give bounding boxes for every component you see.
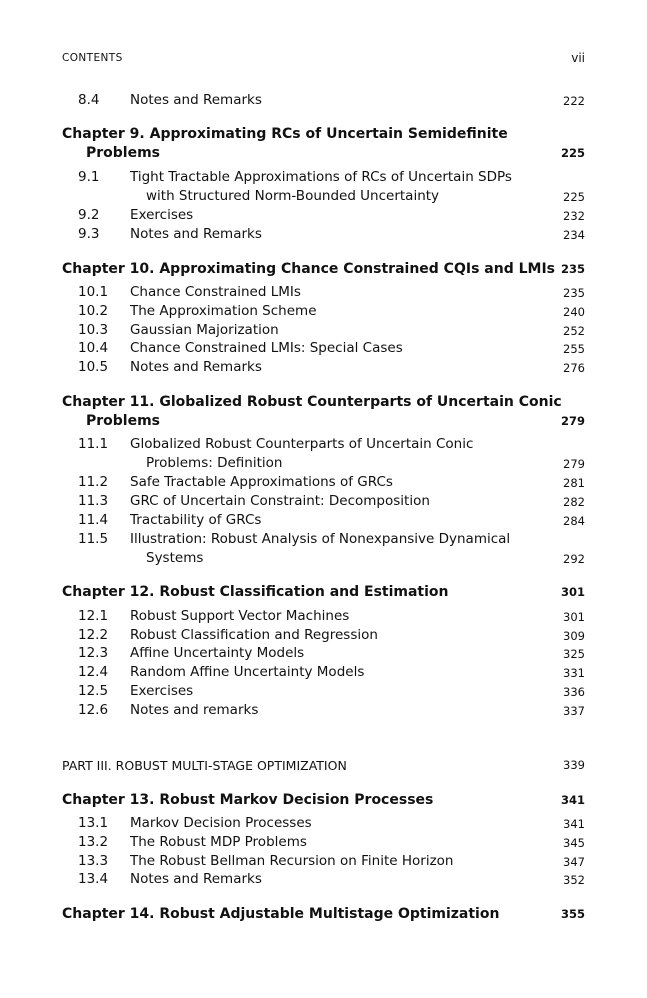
chapter-page: 355 xyxy=(560,907,585,921)
chapter-heading xyxy=(62,583,585,602)
section-number: 12.6 xyxy=(78,702,109,718)
section-page: 284 xyxy=(563,514,585,528)
section-title: Chance Constrained LMIs xyxy=(130,284,301,300)
section-title: Notes and Remarks xyxy=(130,226,262,242)
section-page: 240 xyxy=(563,305,585,319)
section-title: Tractability of GRCs xyxy=(130,512,262,528)
section-number: 12.3 xyxy=(78,645,109,661)
section-title: Tight Tractable Approximations of RCs of Uncertain SDPs xyxy=(130,169,512,185)
section-page: 279 xyxy=(563,457,585,471)
section-title-cont: Systems xyxy=(146,550,204,566)
section-title: Notes and Remarks xyxy=(130,871,262,887)
chapter-heading xyxy=(62,260,585,279)
section-page: 222 xyxy=(563,94,585,108)
section-page: 331 xyxy=(563,666,585,680)
toc-entry xyxy=(62,168,585,187)
chapter-title-line1: Chapter 10. Approximating Chance Constrained CQIs and LMIs xyxy=(62,261,555,277)
chapter-title-line1: Chapter 9. Approximating RCs of Uncertain Semidefinite xyxy=(62,126,508,142)
section-number: 9.3 xyxy=(78,226,100,242)
section-page: 232 xyxy=(563,209,585,223)
toc-entry xyxy=(62,852,585,871)
section-page: 292 xyxy=(563,552,585,566)
toc-entry xyxy=(62,358,585,377)
section-title: Robust Support Vector Machines xyxy=(130,608,350,624)
section-title: Affine Uncertainty Models xyxy=(130,645,305,661)
section-page: 337 xyxy=(563,704,585,718)
section-title-cont: Problems: Definition xyxy=(146,455,283,471)
toc-entry xyxy=(62,833,585,852)
toc-entry xyxy=(62,225,585,244)
toc-entry xyxy=(62,321,585,340)
section-number: 10.2 xyxy=(78,303,109,319)
toc-entry xyxy=(62,663,585,682)
section-page: 225 xyxy=(563,190,585,204)
section-number: 13.3 xyxy=(78,853,109,869)
section-number: 9.1 xyxy=(78,169,100,185)
section-number: 11.4 xyxy=(78,512,109,528)
chapter-title-line1: Chapter 12. Robust Classification and Estimation xyxy=(62,584,449,600)
section-page: 282 xyxy=(563,495,585,509)
toc-entry xyxy=(62,626,585,645)
section-number: 8.4 xyxy=(78,92,100,108)
section-page: 345 xyxy=(563,836,585,850)
chapter-heading xyxy=(62,125,585,163)
section-title: Notes and Remarks xyxy=(130,92,262,108)
toc-entry xyxy=(62,91,585,110)
section-page: 341 xyxy=(563,817,585,831)
section-number: 13.2 xyxy=(78,834,109,850)
toc-entry-continuation xyxy=(62,454,585,473)
chapter-page: 301 xyxy=(560,585,585,599)
toc-entry xyxy=(62,682,585,701)
toc-entry xyxy=(62,607,585,626)
chapter-page: 341 xyxy=(560,793,585,807)
section-number: 13.4 xyxy=(78,871,109,887)
section-number: 9.2 xyxy=(78,207,100,223)
toc-entry xyxy=(62,339,585,358)
section-page: 347 xyxy=(563,855,585,869)
section-title: Illustration: Robust Analysis of Nonexpansive Dynamical xyxy=(130,531,511,547)
toc-entry xyxy=(62,302,585,321)
chapter-title-line1: Chapter 13. Robust Markov Decision Processes xyxy=(62,792,434,808)
section-page: 234 xyxy=(563,228,585,242)
chapter-title-line2: Problems xyxy=(86,413,161,429)
section-number: 11.3 xyxy=(78,493,109,509)
part-page: 339 xyxy=(563,758,585,772)
part-title: PART III. ROBUST MULTI-STAGE OPTIMIZATION xyxy=(62,758,347,773)
toc-entry xyxy=(62,814,585,833)
section-number: 12.2 xyxy=(78,627,109,643)
section-title: Robust Classification and Regression xyxy=(130,627,378,643)
toc-entry xyxy=(62,492,585,511)
section-title: Chance Constrained LMIs: Special Cases xyxy=(130,340,403,356)
chapter-page: 279 xyxy=(560,414,585,428)
toc-entry xyxy=(62,870,585,889)
section-title: Markov Decision Processes xyxy=(130,815,312,831)
section-number: 12.4 xyxy=(78,664,109,680)
toc-entry xyxy=(62,511,585,530)
section-number: 10.4 xyxy=(78,340,109,356)
section-page: 336 xyxy=(563,685,585,699)
chapter-heading xyxy=(62,905,585,924)
part-heading xyxy=(62,756,585,775)
section-number: 11.5 xyxy=(78,531,109,547)
section-title: The Approximation Scheme xyxy=(130,303,317,319)
section-number: 10.3 xyxy=(78,322,109,338)
chapter-title-line1: Chapter 14. Robust Adjustable Multistage Optimization xyxy=(62,906,500,922)
toc-entry xyxy=(62,644,585,663)
section-page: 281 xyxy=(563,476,585,490)
section-page: 352 xyxy=(563,873,585,887)
chapter-page: 225 xyxy=(560,146,585,160)
chapter-page: 235 xyxy=(560,262,585,276)
section-page: 301 xyxy=(563,610,585,624)
running-header: CONTENTS xyxy=(62,52,123,64)
toc-entry xyxy=(62,206,585,225)
section-title-cont: with Structured Norm-Bounded Uncertainty xyxy=(146,188,440,204)
section-number: 11.2 xyxy=(78,474,109,490)
section-page: 255 xyxy=(563,342,585,356)
chapter-heading xyxy=(62,393,585,431)
chapter-title-line1: Chapter 11. Globalized Robust Counterparts of Uncertain Conic xyxy=(62,394,562,410)
section-title: Notes and Remarks xyxy=(130,359,262,375)
section-page: 309 xyxy=(563,629,585,643)
chapter-title-line2: Problems xyxy=(86,145,161,161)
section-page: 252 xyxy=(563,324,585,338)
toc-entry-continuation xyxy=(62,187,585,206)
section-title: Globalized Robust Counterparts of Uncertain Conic xyxy=(130,436,474,452)
toc-entry xyxy=(62,435,585,454)
chapter-heading xyxy=(62,791,585,810)
section-title: Exercises xyxy=(130,683,194,699)
page-number: vii xyxy=(571,51,585,65)
section-page: 235 xyxy=(563,286,585,300)
section-number: 12.5 xyxy=(78,683,109,699)
section-title: The Robust Bellman Recursion on Finite Horizon xyxy=(130,853,454,869)
toc-entry xyxy=(62,283,585,302)
toc-entry-continuation xyxy=(62,549,585,568)
section-number: 10.1 xyxy=(78,284,109,300)
section-page: 325 xyxy=(563,647,585,661)
toc-entry xyxy=(62,473,585,492)
toc-entry xyxy=(62,701,585,720)
section-title: Notes and remarks xyxy=(130,702,259,718)
section-title: GRC of Uncertain Constraint: Decomposition xyxy=(130,493,430,509)
section-page: 276 xyxy=(563,361,585,375)
section-number: 13.1 xyxy=(78,815,109,831)
section-number: 11.1 xyxy=(78,436,109,452)
section-title: Exercises xyxy=(130,207,194,223)
toc-entry xyxy=(62,530,585,549)
section-title: Gaussian Majorization xyxy=(130,322,279,338)
section-title: The Robust MDP Problems xyxy=(130,834,307,850)
section-number: 10.5 xyxy=(78,359,109,375)
section-title: Random Affine Uncertainty Models xyxy=(130,664,365,680)
section-number: 12.1 xyxy=(78,608,109,624)
section-title: Safe Tractable Approximations of GRCs xyxy=(130,474,393,490)
